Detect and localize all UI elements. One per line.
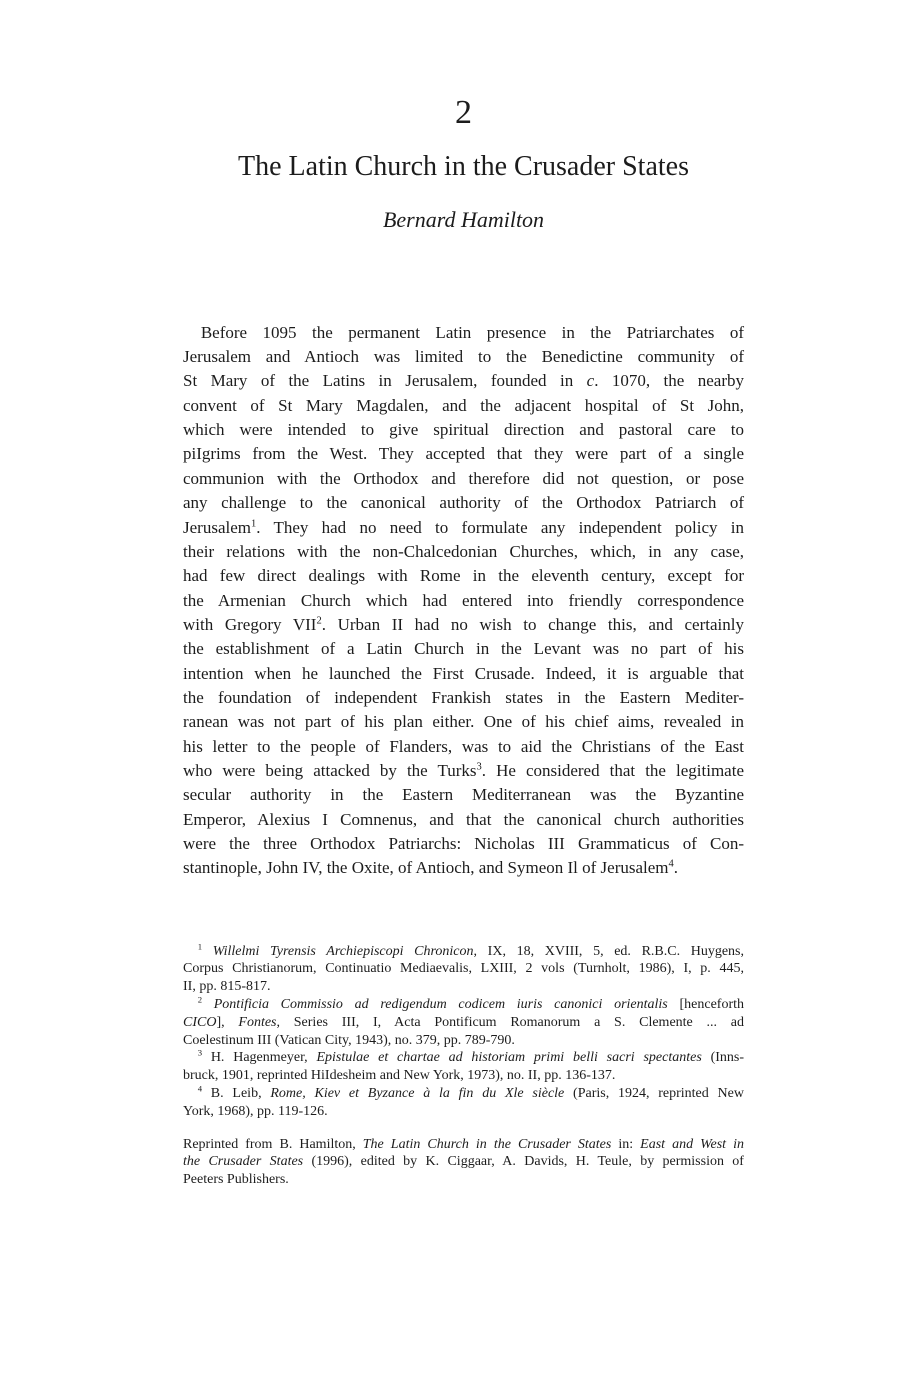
text-line [183, 613, 744, 637]
text-segment: . He considered that the legitimate [481, 760, 744, 780]
footnote-marker: 4 [197, 1083, 203, 1094]
text-segment: (1996), edited by K. Ciggaar, A. Davids, H. Teule, by permission of [303, 1154, 744, 1170]
text-line [183, 832, 744, 856]
text-segment [202, 944, 213, 959]
text-segment: intention when he launched the First Crusade. Indeed, it is arguable that [183, 663, 744, 683]
footnote-marker: 3 [197, 1047, 203, 1058]
text-segment: Fontes [238, 1014, 277, 1030]
text-line [183, 564, 744, 588]
text-segment: St Mary of the Latins in Jerusalem, founded in [183, 371, 587, 391]
text-segment: convent of St Mary Magdalen, and the adjacent hospital of St John, [183, 395, 744, 415]
text-segment: Jerusalem and Antioch was limited to the Benedictine community of [183, 347, 744, 367]
text-line [183, 808, 744, 832]
text-segment: the establishment of a Latin Church in the Levant was no part of his [183, 639, 744, 659]
footnote-marker: 2 [316, 615, 322, 627]
text-segment: stantinople, John IV, the Oxite, of Antioch, and Symeon Il of Jerusalem [183, 858, 669, 878]
text-segment: Coelestinum III (Vatican City, 1943), no. 379, pp. 789-790. [183, 1032, 515, 1048]
text-segment: Emperor, Alexius I Comnenus, and that the canonical church authorities [183, 809, 744, 829]
text-segment: Epistulae et chartae ad historiam primi belli sacri spectantes [316, 1050, 702, 1066]
text-line [183, 686, 744, 710]
text-segment: bruck, 1901, reprinted HiIdesheim and New York, 1973), no. II, pp. 136-137. [183, 1068, 616, 1084]
text-segment: secular authority in the Eastern Mediterranean was the Byzantine [183, 785, 744, 805]
text-segment: ranean was not part of his plan either. One of his chief aims, revealed in [183, 712, 744, 732]
text-segment: with Gregory VII [183, 614, 317, 634]
text-segment: Rome, Kiev et Byzance à la fin du Xle siècle [270, 1086, 565, 1102]
text-segment: Jerusalem [183, 517, 251, 537]
text-line [183, 418, 744, 442]
text-line [183, 1049, 744, 1067]
text-line [183, 394, 744, 418]
text-segment [202, 997, 214, 1012]
chapter-title: The Latin Church in the Crusader States [238, 151, 689, 182]
text-segment: II, pp. 815-817. [183, 979, 271, 995]
text-segment: . [673, 858, 679, 878]
text-segment: in: [611, 1136, 641, 1152]
text-line [183, 978, 744, 996]
text-segment: CICO [183, 1014, 217, 1030]
text-segment: (Paris, 1924, reprinted New [564, 1086, 744, 1102]
author-name: Bernard Hamilton [382, 206, 545, 232]
text-segment: The Latin Church in the Crusader States [362, 1136, 612, 1152]
text-segment: Willelmi Tyrensis Archiepiscopi Chronicon [212, 943, 474, 959]
text-line [183, 369, 744, 393]
text-segment: his letter to the people of Flanders, was to aid the Christians of the East [183, 736, 744, 756]
footnotes-section [183, 943, 744, 1121]
text-segment: H. Hagenmeyer, [202, 1050, 317, 1066]
text-line [183, 1014, 744, 1032]
text-line [183, 589, 744, 613]
text-segment: . They had no need to formulate any independent policy in [256, 517, 744, 537]
text-segment: (Inns- [701, 1050, 745, 1066]
text-segment: [henceforth [667, 997, 744, 1013]
text-line [183, 996, 744, 1014]
footnote-marker: 1 [250, 517, 257, 529]
text-segment: , Series III, I, Acta Pontificum Romanorum a S. Clemente ... ad [276, 1014, 745, 1030]
text-line [183, 759, 744, 783]
text-line [183, 783, 744, 807]
text-segment: B. Leib, [202, 1086, 271, 1102]
text-segment: were the three Orthodox Patriarchs: Nicholas III Grammaticus of Con- [183, 833, 744, 853]
text-line [183, 943, 744, 961]
text-column [183, 0, 744, 1189]
text-line [183, 1103, 744, 1121]
reprint-notice [183, 1136, 744, 1189]
text-segment: c [586, 371, 595, 391]
text-segment: , IX, 18, XVIII, 5, ed. R.B.C. Huygens, [473, 943, 745, 959]
text-line [183, 442, 744, 466]
text-line [183, 1085, 744, 1103]
text-line [183, 540, 744, 564]
chapter-number: 2 [455, 94, 472, 131]
text-segment: piIgrims from the West. They accepted that they were part of a single [183, 444, 744, 464]
text-segment: ], [216, 1014, 239, 1030]
text-segment: their relations with the non-Chalcedonian Churches, which, in any case, [183, 541, 744, 561]
text-segment: who were being attacked by the Turks [183, 760, 477, 780]
text-line [183, 321, 744, 345]
text-segment: the Armenian Church which had entered into friendly correspondence [183, 590, 744, 610]
text-line [183, 1032, 744, 1050]
text-segment: had few direct dealings with Rome in the eleventh century, except for [183, 566, 744, 586]
body-paragraph [183, 321, 744, 881]
text-line [183, 1136, 744, 1154]
text-line [183, 1067, 744, 1085]
text-line [183, 856, 744, 880]
text-line [183, 637, 744, 661]
text-segment: which were intended to give spiritual direction and pastoral care to [183, 420, 744, 440]
text-segment: East and West in [640, 1136, 744, 1152]
footnote-marker: 3 [476, 761, 482, 773]
text-segment: York, 1968), pp. 119-126. [183, 1103, 328, 1119]
text-line [183, 710, 744, 734]
text-segment: . Urban II had no wish to change this, and certainly [321, 614, 744, 634]
text-segment: the foundation of independent Frankish states in the Eastern Mediter- [183, 687, 744, 707]
text-segment: Corpus Christianorum, Continuatio Mediaevalis, LXIII, 2 vols (Turnholt, 1986), I, p. 445, [183, 961, 744, 977]
text-segment: Peeters Publishers. [183, 1172, 289, 1188]
text-segment: . 1070, the nearby [594, 371, 744, 391]
text-segment: Before 1095 the permanent Latin presence in the Patriarchates of [200, 322, 744, 342]
text-line [183, 960, 744, 978]
text-line [183, 516, 744, 540]
text-segment: any challenge to the canonical authority of the Orthodox Patriarch of [183, 493, 744, 513]
text-segment: the Crusader States [183, 1154, 304, 1170]
text-line [183, 1171, 744, 1189]
text-segment: Reprinted from B. Hamilton, [183, 1136, 363, 1152]
text-line [183, 735, 744, 759]
text-line [183, 1153, 744, 1171]
footnote-marker: 2 [197, 994, 203, 1005]
text-line [183, 467, 744, 491]
text-line [183, 345, 744, 369]
footnote-marker: 4 [668, 858, 674, 870]
text-line [183, 491, 744, 515]
text-segment: Pontificia Commissio ad redigendum codicem iuris canonici orientalis [213, 997, 668, 1013]
text-segment: communion with the Orthodox and therefore did not question, or pose [183, 468, 744, 488]
footnote-marker: 1 [197, 941, 203, 951]
text-line [183, 662, 744, 686]
